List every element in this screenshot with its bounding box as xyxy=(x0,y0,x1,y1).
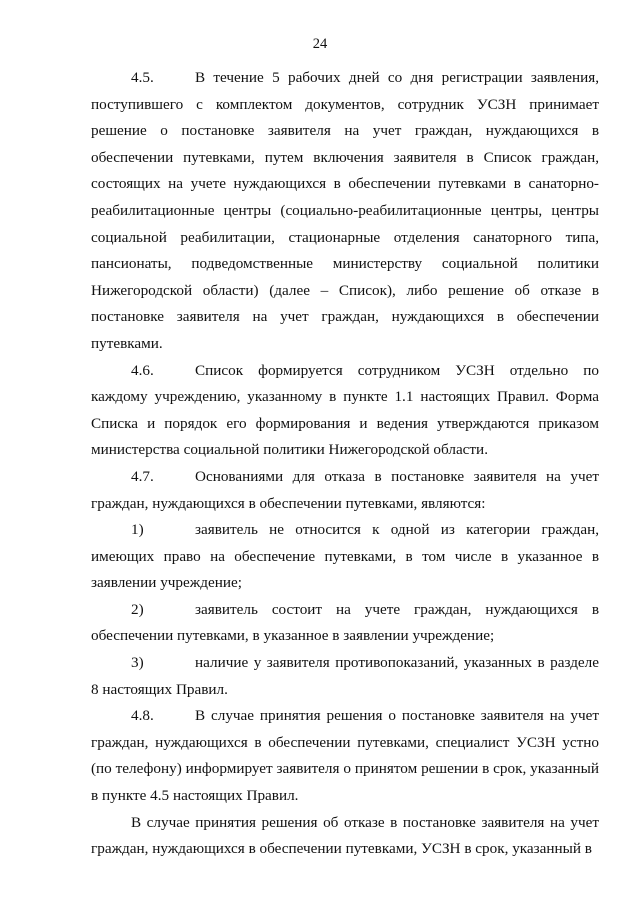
paragraph-label: 4.8. xyxy=(131,707,154,725)
list-item-label: 1) xyxy=(131,521,144,539)
paragraph-4-8 xyxy=(91,703,599,809)
paragraph-4-7 xyxy=(91,464,599,517)
paragraph-text: Основаниями для отказа в постановке заявителя на учет граждан, нуждающихся в обеспечении путевками, являются: xyxy=(91,467,599,512)
paragraph-text: В случае принятия решения об отказе в постановке заявителя на учет граждан, нуждающихся в обеспечении путевками, УСЗН в срок, указанный в xyxy=(91,813,599,858)
page-number: 24 xyxy=(312,36,328,52)
list-item-text: заявитель не относится к одной из категории граждан, имеющих право на обеспечение путевками, в том числе в указанное в заявлении учреждение; xyxy=(91,521,599,592)
paragraph-label: 4.5. xyxy=(131,69,154,86)
paragraph-4-5 xyxy=(91,65,599,358)
paragraph-label: 4.7. xyxy=(131,467,154,485)
paragraph-text: Список формируется сотрудником УСЗН отдельно по каждому учреждению, указанному в пункте 1.1 настоящих Правил. Форма Списка и порядок его формирования и ведения утверждаются приказом министерства социальной политики Нижегородской области. xyxy=(91,361,599,459)
list-item-1 xyxy=(91,517,599,597)
document-body xyxy=(91,65,599,863)
paragraph-text: В течение 5 рабочих дней со дня регистрации заявления, поступившего с комплектом документов, сотрудник УСЗН принимает решение о постановке заявителя на учет граждан, нуждающихся в обеспечении путевками, путем включения заявителя в Список граждан, состоящих на учете нуждающихся в обеспечении путевками в санаторно-реабилитационные центры (социально-реабилитационные центры, центры социальной реабилитации, стационарные отделения санаторного типа, пансионаты, подведомственные министерству социальной политики Нижегородской области) (далее – Список), либо решение об отказе в постановке заявителя на учет граждан, нуждающихся в обеспечении путевками. xyxy=(91,69,599,352)
list-item-text: заявитель состоит на учете граждан, нуждающихся в обеспечении путевками, в указанное в заявлении учреждение; xyxy=(91,600,599,645)
paragraph-text: В случае принятия решения о постановке заявителя на учет граждан, нуждающихся в обеспечении путевками, специалист УСЗН устно (по телефону) информирует заявителя о принятом решении в срок, указанный в пункте 4.5 настоящих Правил. xyxy=(91,707,599,805)
list-item-2 xyxy=(91,597,599,650)
paragraph-label: 4.6. xyxy=(131,361,154,379)
paragraph-4-6 xyxy=(91,358,599,464)
list-item-label: 3) xyxy=(131,654,144,672)
paragraph-continuation xyxy=(91,810,599,863)
list-item-text: наличие у заявителя противопоказаний, указанных в разделе 8 настоящих Правил. xyxy=(91,654,599,698)
list-item-3 xyxy=(91,650,599,703)
list-item-label: 2) xyxy=(131,600,144,618)
